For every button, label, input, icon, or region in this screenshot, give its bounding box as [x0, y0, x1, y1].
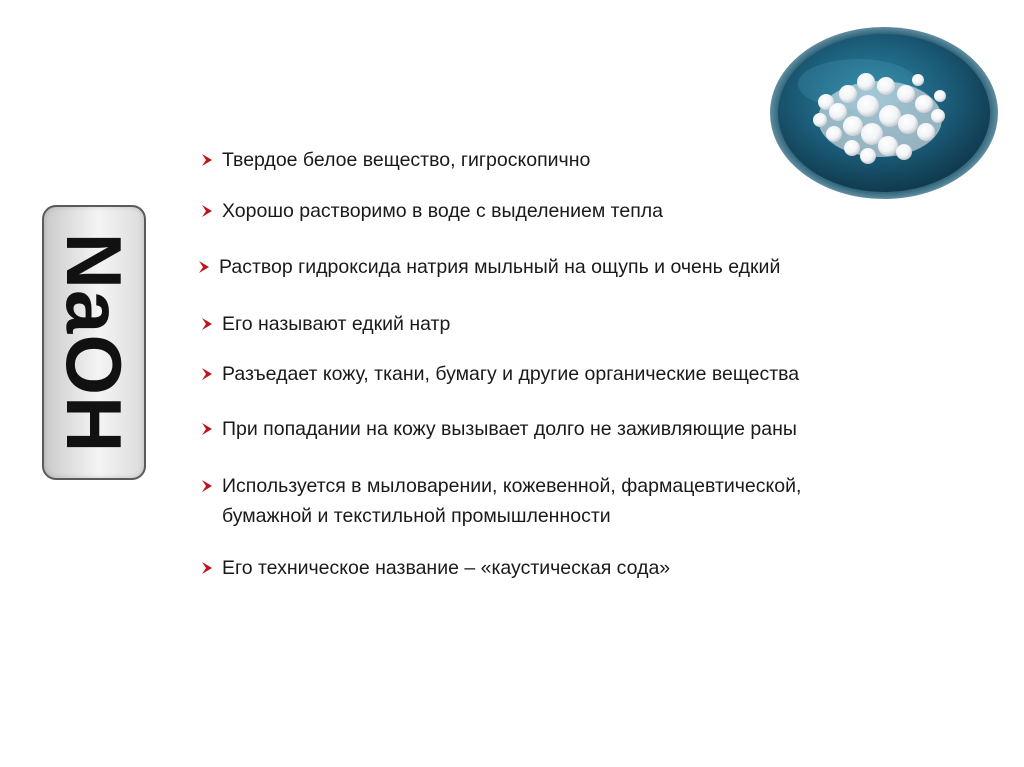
list-item: [200, 471, 801, 531]
list-item: [197, 252, 780, 282]
list-item: [200, 414, 797, 444]
list-item: [200, 145, 590, 175]
list-item: [200, 553, 670, 583]
bullet-text: Используется в мыловарении, кожевенной, фармацевтической, бумажной и текстильной промышленности: [222, 475, 802, 527]
bullet-text: Его называют едкий натр: [222, 313, 451, 335]
bullet-arrow-icon: [200, 553, 222, 583]
bullet-arrow-icon: [200, 145, 222, 175]
bullet-text: Хорошо растворимо в воде с выделением тепла: [222, 200, 663, 222]
bullet-text: При попадании на кожу вызывает долго не заживляющие раны: [222, 418, 797, 440]
bullet-arrow-icon: [200, 196, 222, 226]
list-item: [200, 359, 799, 389]
bullet-text: Твердое белое вещество, гигроскопично: [222, 149, 591, 171]
list-item: [200, 309, 450, 339]
bullet-text: Раствор гидроксида натрия мыльный на ощупь и очень едкий: [219, 256, 781, 278]
bullet-arrow-icon: [200, 471, 222, 501]
bullet-text: Разъедает кожу, ткани, бумагу и другие органические вещества: [222, 363, 800, 385]
bullet-arrow-icon: [197, 252, 219, 282]
bullet-text: Его техническое название – «каустическая сода»: [222, 557, 671, 579]
bullet-arrow-icon: [200, 309, 222, 339]
bullet-arrow-icon: [200, 359, 222, 389]
bullet-arrow-icon: [200, 414, 222, 444]
list-item: [200, 196, 663, 226]
formula-text: NaOH: [50, 232, 138, 453]
